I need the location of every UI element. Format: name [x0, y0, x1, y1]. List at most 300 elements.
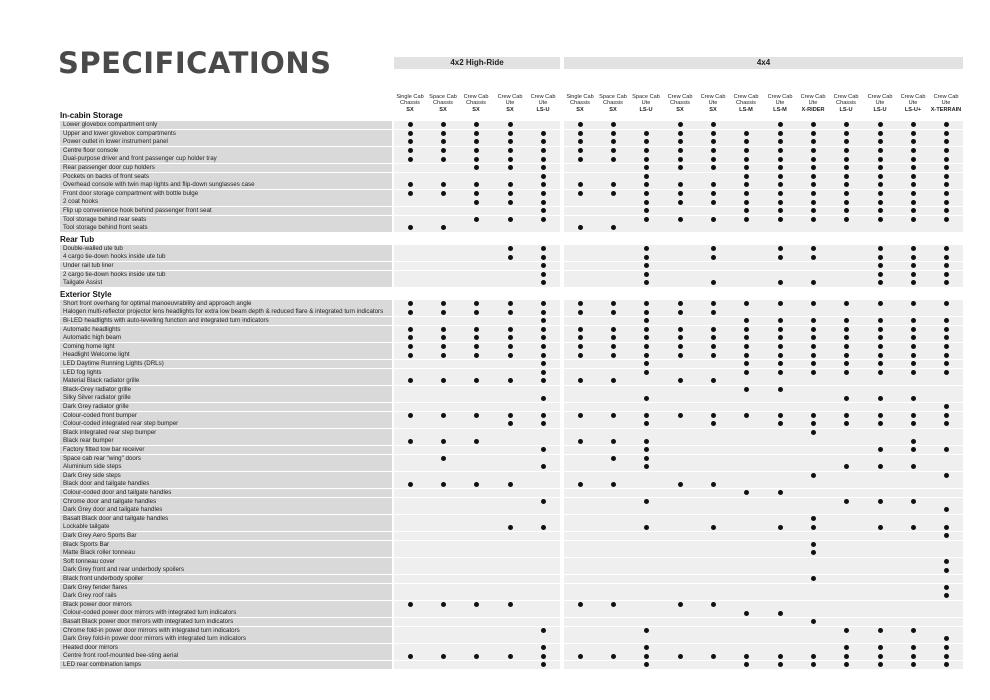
availability-dot — [744, 387, 749, 392]
availability-dot — [811, 327, 816, 332]
availability-dot — [878, 122, 883, 127]
availability-dot — [911, 191, 916, 196]
column-header — [597, 78, 630, 113]
availability-dot — [944, 157, 949, 162]
availability-dot — [711, 122, 716, 127]
cell-band-4x4 — [564, 190, 963, 198]
feature-label: Double-walled ute tub — [60, 245, 392, 253]
availability-dot — [441, 131, 446, 136]
availability-dot — [474, 148, 479, 153]
cell-band-4x4 — [564, 601, 963, 609]
feature-label: Coming home light — [60, 343, 392, 351]
availability-dot — [778, 208, 783, 213]
cell-band-4x4 — [564, 592, 963, 600]
cell-band-4x4 — [564, 575, 963, 583]
table-row — [60, 618, 963, 626]
availability-dot — [944, 344, 949, 349]
column-model: Crew Cab Ute — [530, 93, 556, 107]
feature-label: Lockable tailgate — [60, 523, 392, 531]
availability-dot — [541, 272, 546, 277]
availability-dot — [811, 662, 816, 667]
availability-dot — [878, 246, 883, 251]
availability-dot — [678, 131, 683, 136]
availability-dot — [441, 148, 446, 153]
availability-dot — [541, 263, 546, 268]
availability-dot — [508, 246, 513, 251]
feature-label: Upper and lower glovebox compartments — [60, 130, 392, 138]
availability-dot — [744, 174, 749, 179]
availability-dot — [844, 148, 849, 153]
cell-band-4x4 — [564, 173, 963, 181]
cell-band-4x2 — [394, 592, 560, 600]
availability-dot — [878, 525, 883, 530]
availability-dot — [611, 602, 616, 607]
availability-dot — [778, 361, 783, 366]
column-trim: LS-U — [873, 106, 887, 113]
availability-dot — [878, 217, 883, 222]
table-row — [60, 386, 963, 394]
availability-dot — [644, 370, 649, 375]
column-header — [830, 78, 863, 113]
availability-dot — [441, 310, 446, 315]
availability-dot — [408, 191, 413, 196]
group-header-4x4: 4x4 — [564, 57, 963, 69]
availability-dot — [878, 361, 883, 366]
availability-dot — [644, 654, 649, 659]
availability-dot — [911, 148, 916, 153]
table-row — [60, 262, 963, 270]
cell-band-4x4 — [564, 584, 963, 592]
cell-band-4x2 — [394, 549, 560, 557]
column-trim: SX — [576, 106, 584, 113]
availability-dot — [644, 318, 649, 323]
cell-band-4x4 — [564, 343, 963, 351]
availability-dot — [541, 525, 546, 530]
cell-band-4x4 — [564, 198, 963, 206]
availability-dot — [644, 499, 649, 504]
availability-dot — [878, 327, 883, 332]
availability-dot — [744, 654, 749, 659]
availability-dot — [878, 413, 883, 418]
availability-dot — [508, 217, 513, 222]
cell-band-4x2 — [394, 463, 560, 471]
cell-band-4x2 — [394, 429, 560, 437]
feature-label: Automatic high beam — [60, 334, 392, 342]
cell-band-4x4 — [564, 609, 963, 617]
availability-dot — [944, 301, 949, 306]
availability-dot — [578, 157, 583, 162]
availability-dot — [878, 318, 883, 323]
availability-dot — [578, 148, 583, 153]
availability-dot — [744, 208, 749, 213]
column-trim: X-TERRAIN — [930, 106, 962, 113]
table-row — [60, 190, 963, 198]
availability-dot — [644, 327, 649, 332]
availability-dot — [844, 157, 849, 162]
table-row — [60, 173, 963, 181]
feature-label: Short front overhang for optimal manoeuvrability and approach angle — [60, 300, 392, 308]
availability-dot — [844, 654, 849, 659]
availability-dot — [678, 327, 683, 332]
feature-label: 4 cargo tie-down hooks inside ute tub — [60, 253, 392, 261]
availability-dot — [944, 533, 949, 538]
availability-dot — [744, 662, 749, 667]
availability-dot — [944, 404, 949, 409]
table-row — [60, 308, 963, 316]
feature-label: Lower glovebox compartment only — [60, 121, 392, 129]
availability-dot — [744, 217, 749, 222]
availability-dot — [811, 318, 816, 323]
availability-dot — [744, 131, 749, 136]
cell-band-4x4 — [564, 403, 963, 411]
cell-band-4x2 — [394, 532, 560, 540]
availability-dot — [711, 353, 716, 358]
cell-band-4x4 — [564, 549, 963, 557]
availability-dot — [541, 131, 546, 136]
cell-band-4x2 — [394, 224, 560, 232]
availability-dot — [844, 318, 849, 323]
cell-band-4x4 — [564, 207, 963, 215]
availability-dot — [911, 439, 916, 444]
feature-label: Overhead console with twin map lights and flip-down sunglasses case — [60, 181, 392, 189]
availability-dot — [911, 628, 916, 633]
availability-dot — [778, 611, 783, 616]
availability-dot — [911, 396, 916, 401]
availability-dot — [811, 174, 816, 179]
availability-dot — [911, 272, 916, 277]
feature-label: LED rear combination lamps — [60, 661, 392, 669]
availability-dot — [744, 413, 749, 418]
table-row — [60, 351, 963, 359]
feature-label: Black Sports Bar — [60, 541, 392, 549]
feature-label: Soft tonneau cover — [60, 558, 392, 566]
cell-band-4x4 — [564, 369, 963, 377]
availability-dot — [744, 344, 749, 349]
availability-dot — [578, 310, 583, 315]
cell-band-4x2 — [394, 386, 560, 394]
table-row — [60, 403, 963, 411]
availability-dot — [911, 353, 916, 358]
column-model: Crew Cab Chassis — [463, 93, 489, 107]
feature-label: Silky Silver radiator grille — [60, 394, 392, 402]
availability-dot — [811, 516, 816, 521]
cell-band-4x4 — [564, 652, 963, 660]
cell-band-4x4 — [564, 480, 963, 488]
availability-dot — [911, 662, 916, 667]
availability-dot — [878, 396, 883, 401]
table-row — [60, 377, 963, 385]
cell-band-4x4 — [564, 181, 963, 189]
column-header — [930, 78, 963, 113]
feature-label: Tool storage behind rear seats — [60, 216, 392, 224]
availability-dot — [878, 148, 883, 153]
availability-dot — [844, 174, 849, 179]
cell-band-4x2 — [394, 498, 560, 506]
availability-dot — [878, 191, 883, 196]
cell-band-4x4 — [564, 138, 963, 146]
section-heading: Rear Tub — [60, 234, 95, 244]
availability-dot — [474, 413, 479, 418]
availability-dot — [611, 301, 616, 306]
column-model: Crew Cab Ute — [867, 93, 893, 107]
table-row — [60, 121, 963, 129]
availability-dot — [911, 301, 916, 306]
availability-dot — [644, 263, 649, 268]
availability-dot — [474, 131, 479, 136]
availability-dot — [911, 499, 916, 504]
availability-dot — [944, 327, 949, 332]
availability-dot — [811, 255, 816, 260]
feature-label: Dark Grey door and tailgate handles — [60, 506, 392, 514]
cell-band-4x2 — [394, 369, 560, 377]
availability-dot — [744, 165, 749, 170]
availability-dot — [644, 272, 649, 277]
availability-dot — [744, 318, 749, 323]
availability-dot — [944, 191, 949, 196]
availability-dot — [474, 301, 479, 306]
availability-dot — [844, 301, 849, 306]
availability-dot — [911, 344, 916, 349]
availability-dot — [711, 344, 716, 349]
availability-dot — [944, 568, 949, 573]
column-model: Crew Cab Ute — [900, 93, 926, 107]
availability-dot — [778, 246, 783, 251]
availability-dot — [474, 217, 479, 222]
cell-band-4x4 — [564, 394, 963, 402]
availability-dot — [578, 344, 583, 349]
feature-label: Centre front roof-mounted bee-sting aerial — [60, 652, 392, 660]
availability-dot — [878, 301, 883, 306]
table-row — [60, 506, 963, 514]
table-row — [60, 224, 963, 232]
feature-label: 2 coat hooks — [60, 198, 392, 206]
column-header — [797, 78, 830, 113]
availability-dot — [844, 413, 849, 418]
availability-dot — [611, 191, 616, 196]
cell-band-4x2 — [394, 609, 560, 617]
availability-dot — [911, 447, 916, 452]
availability-dot — [911, 263, 916, 268]
availability-dot — [678, 353, 683, 358]
column-header — [630, 78, 663, 113]
availability-dot — [878, 165, 883, 170]
availability-dot — [644, 165, 649, 170]
availability-dot — [711, 246, 716, 251]
table-row — [60, 480, 963, 488]
availability-dot — [778, 174, 783, 179]
availability-dot — [944, 370, 949, 375]
availability-dot — [844, 353, 849, 358]
cell-band-4x4 — [564, 446, 963, 454]
cell-band-4x2 — [394, 279, 560, 287]
availability-dot — [811, 301, 816, 306]
availability-dot — [508, 157, 513, 162]
availability-dot — [611, 327, 616, 332]
availability-dot — [474, 327, 479, 332]
feature-label: Tool storage behind front seats — [60, 224, 392, 232]
availability-dot — [844, 165, 849, 170]
availability-dot — [911, 255, 916, 260]
availability-dot — [644, 662, 649, 667]
availability-dot — [611, 353, 616, 358]
cell-band-4x2 — [394, 523, 560, 531]
column-model: Crew Cab Ute — [497, 93, 523, 107]
availability-dot — [811, 361, 816, 366]
availability-dot — [508, 525, 513, 530]
availability-dot — [911, 654, 916, 659]
availability-dot — [578, 654, 583, 659]
cell-band-4x4 — [564, 455, 963, 463]
table-row — [60, 207, 963, 215]
availability-dot — [944, 174, 949, 179]
cell-band-4x2 — [394, 635, 560, 643]
availability-dot — [578, 191, 583, 196]
availability-dot — [678, 191, 683, 196]
column-header — [564, 78, 597, 113]
cell-band-4x4 — [564, 262, 963, 270]
cell-band-4x2 — [394, 262, 560, 270]
availability-dot — [944, 217, 949, 222]
column-trim: LS-M — [773, 106, 787, 113]
availability-dot — [711, 157, 716, 162]
cell-band-4x4 — [564, 506, 963, 514]
availability-dot — [644, 255, 649, 260]
table-row — [60, 558, 963, 566]
availability-dot — [541, 370, 546, 375]
availability-dot — [408, 148, 413, 153]
availability-dot — [811, 542, 816, 547]
availability-dot — [844, 217, 849, 222]
cell-band-4x4 — [564, 420, 963, 428]
availability-dot — [508, 200, 513, 205]
availability-dot — [644, 645, 649, 650]
availability-dot — [778, 200, 783, 205]
availability-dot — [911, 217, 916, 222]
availability-dot — [811, 246, 816, 251]
availability-dot — [778, 327, 783, 332]
cell-band-4x2 — [394, 661, 560, 669]
cell-band-4x2 — [394, 271, 560, 279]
table-row — [60, 394, 963, 402]
availability-dot — [744, 301, 749, 306]
feature-label: Halogen multi-reflector projector lens headlights for extra low beam depth & reduced flare & integrated turn indicators — [60, 308, 392, 316]
availability-dot — [878, 131, 883, 136]
availability-dot — [778, 370, 783, 375]
availability-dot — [778, 148, 783, 153]
availability-dot — [441, 413, 446, 418]
table-row — [60, 549, 963, 557]
availability-dot — [541, 413, 546, 418]
availability-dot — [541, 344, 546, 349]
table-row — [60, 575, 963, 583]
availability-dot — [508, 131, 513, 136]
availability-dot — [711, 165, 716, 170]
availability-dot — [611, 157, 616, 162]
availability-dot — [811, 208, 816, 213]
column-header — [460, 78, 493, 113]
availability-dot — [644, 310, 649, 315]
table-row — [60, 147, 963, 155]
availability-dot — [678, 654, 683, 659]
feature-label: Black power door mirrors — [60, 601, 392, 609]
cell-band-4x2 — [394, 207, 560, 215]
availability-dot — [878, 628, 883, 633]
table-row — [60, 661, 963, 669]
availability-dot — [944, 263, 949, 268]
availability-dot — [744, 148, 749, 153]
availability-dot — [711, 482, 716, 487]
availability-dot — [844, 499, 849, 504]
availability-dot — [678, 602, 683, 607]
availability-dot — [744, 353, 749, 358]
availability-dot — [441, 344, 446, 349]
cell-band-4x4 — [564, 326, 963, 334]
cell-band-4x4 — [564, 429, 963, 437]
table-row — [60, 523, 963, 531]
availability-dot — [711, 525, 716, 530]
availability-dot — [678, 310, 683, 315]
availability-dot — [944, 131, 949, 136]
availability-dot — [644, 353, 649, 358]
availability-dot — [611, 456, 616, 461]
availability-dot — [778, 301, 783, 306]
availability-dot — [878, 174, 883, 179]
availability-dot — [441, 327, 446, 332]
availability-dot — [878, 447, 883, 452]
feature-label: Material Black radiator grille — [60, 377, 392, 385]
availability-dot — [811, 131, 816, 136]
availability-dot — [611, 439, 616, 444]
cell-band-4x4 — [564, 130, 963, 138]
availability-dot — [678, 482, 683, 487]
table-row — [60, 515, 963, 523]
feature-label: Bi-LED headlights with auto-levelling function and integrated turn indicators — [60, 317, 392, 325]
column-trim: SX — [439, 106, 447, 113]
table-row — [60, 446, 963, 454]
availability-dot — [644, 131, 649, 136]
availability-dot — [811, 353, 816, 358]
availability-dot — [878, 645, 883, 650]
feature-label: Rear passenger door cup holders — [60, 164, 392, 172]
availability-dot — [944, 318, 949, 323]
availability-dot — [911, 370, 916, 375]
feature-label: Black integrated rear step bumper — [60, 429, 392, 437]
table-row — [60, 181, 963, 189]
availability-dot — [578, 482, 583, 487]
feature-label: Chrome door and tailgate handles — [60, 498, 392, 506]
availability-dot — [474, 122, 479, 127]
column-header — [730, 78, 763, 113]
table-row — [60, 472, 963, 480]
column-trim: SX — [406, 106, 414, 113]
table-row — [60, 498, 963, 506]
feature-label: Colour-coded integrated rear step bumper — [60, 420, 392, 428]
availability-dot — [744, 327, 749, 332]
availability-dot — [878, 272, 883, 277]
availability-dot — [911, 174, 916, 179]
availability-dot — [844, 122, 849, 127]
availability-dot — [644, 217, 649, 222]
availability-dot — [644, 396, 649, 401]
availability-dot — [408, 344, 413, 349]
availability-dot — [578, 327, 583, 332]
table-row — [60, 369, 963, 377]
availability-dot — [944, 361, 949, 366]
table-row — [60, 164, 963, 172]
availability-dot — [944, 148, 949, 153]
feature-label: Matte Black roller tonneau — [60, 549, 392, 557]
feature-label: Aluminium side steps — [60, 463, 392, 471]
